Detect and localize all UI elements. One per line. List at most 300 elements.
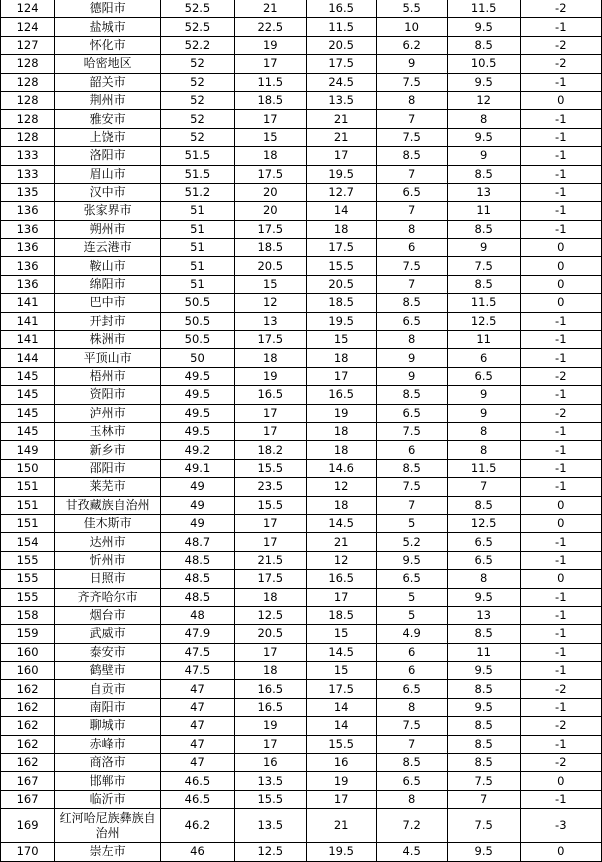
rank-cell: 155 — [1, 551, 55, 569]
change-cell: -1 — [520, 735, 601, 753]
col-a-cell: 17.5 — [234, 165, 306, 183]
city-cell: 临沂市 — [55, 790, 161, 808]
table-row — [1, 367, 602, 385]
col-c-cell: 8.5 — [376, 294, 447, 312]
score-cell: 49.5 — [161, 367, 235, 385]
col-c-cell: 7.5 — [376, 717, 447, 735]
col-d-cell: 11.5 — [447, 459, 520, 477]
col-a-cell: 20.5 — [234, 625, 306, 643]
col-a-cell: 16.5 — [234, 698, 306, 716]
rank-cell: 145 — [1, 386, 55, 404]
col-c-cell: 6 — [376, 662, 447, 680]
score-cell: 49.5 — [161, 386, 235, 404]
change-cell: -1 — [520, 422, 601, 440]
table-row — [1, 18, 602, 36]
col-b-cell: 20.5 — [306, 36, 376, 54]
col-c-cell: 9 — [376, 55, 447, 73]
score-cell: 51.2 — [161, 183, 235, 201]
rank-cell: 167 — [1, 772, 55, 790]
city-cell: 开封市 — [55, 312, 161, 330]
col-d-cell: 9 — [447, 404, 520, 422]
table-row — [1, 91, 602, 109]
city-cell: 连云港市 — [55, 239, 161, 257]
col-a-cell: 21.5 — [234, 551, 306, 569]
col-a-cell: 21 — [234, 0, 306, 18]
rank-cell: 141 — [1, 294, 55, 312]
col-b-cell: 12 — [306, 551, 376, 569]
score-cell: 49.5 — [161, 404, 235, 422]
score-cell: 52 — [161, 73, 235, 91]
col-a-cell: 18 — [234, 147, 306, 165]
col-d-cell: 13 — [447, 606, 520, 624]
col-b-cell: 15.5 — [306, 735, 376, 753]
col-d-cell: 8 — [447, 570, 520, 588]
rank-cell: 159 — [1, 625, 55, 643]
table-row — [1, 735, 602, 753]
rank-cell: 128 — [1, 128, 55, 146]
score-cell: 52.5 — [161, 18, 235, 36]
col-c-cell: 7 — [376, 496, 447, 514]
score-cell: 51 — [161, 257, 235, 275]
col-b-cell: 14 — [306, 717, 376, 735]
col-a-cell: 15.5 — [234, 790, 306, 808]
score-cell: 51 — [161, 275, 235, 293]
col-d-cell: 9 — [447, 147, 520, 165]
col-d-cell: 9 — [447, 239, 520, 257]
change-cell: -1 — [520, 790, 601, 808]
col-c-cell: 7.5 — [376, 128, 447, 146]
rank-cell: 162 — [1, 680, 55, 698]
change-cell: -1 — [520, 110, 601, 128]
col-d-cell: 7.5 — [447, 809, 520, 843]
city-cell: 赤峰市 — [55, 735, 161, 753]
col-a-cell: 17 — [234, 422, 306, 440]
col-b-cell: 16 — [306, 754, 376, 772]
city-cell: 绵阳市 — [55, 275, 161, 293]
change-cell: -1 — [520, 698, 601, 716]
rank-cell: 155 — [1, 570, 55, 588]
rank-cell: 169 — [1, 809, 55, 843]
col-c-cell: 5 — [376, 606, 447, 624]
table-row — [1, 312, 602, 330]
table-row — [1, 588, 602, 606]
score-cell: 49.5 — [161, 422, 235, 440]
table-row — [1, 533, 602, 551]
col-c-cell: 6.5 — [376, 570, 447, 588]
col-d-cell: 8.5 — [447, 735, 520, 753]
col-d-cell: 8.5 — [447, 165, 520, 183]
col-b-cell: 18 — [306, 496, 376, 514]
col-b-cell: 13.5 — [306, 91, 376, 109]
score-cell: 52.5 — [161, 0, 235, 18]
col-a-cell: 13.5 — [234, 772, 306, 790]
col-c-cell: 8.5 — [376, 386, 447, 404]
change-cell: 0 — [520, 257, 601, 275]
col-d-cell: 13 — [447, 183, 520, 201]
city-cell: 商洛市 — [55, 754, 161, 772]
table-row — [1, 294, 602, 312]
table-row — [1, 459, 602, 477]
col-c-cell: 7.5 — [376, 257, 447, 275]
city-cell: 平顶山市 — [55, 349, 161, 367]
score-cell: 47 — [161, 735, 235, 753]
col-c-cell: 9 — [376, 367, 447, 385]
change-cell: -1 — [520, 147, 601, 165]
score-cell: 47.9 — [161, 625, 235, 643]
col-b-cell: 17 — [306, 367, 376, 385]
col-a-cell: 13.5 — [234, 809, 306, 843]
col-c-cell: 5.5 — [376, 0, 447, 18]
table-row — [1, 128, 602, 146]
change-cell: 0 — [520, 514, 601, 532]
col-c-cell: 4.9 — [376, 625, 447, 643]
col-d-cell: 7 — [447, 478, 520, 496]
col-b-cell: 18 — [306, 441, 376, 459]
col-b-cell: 21 — [306, 128, 376, 146]
col-c-cell: 6 — [376, 643, 447, 661]
col-d-cell: 9.5 — [447, 128, 520, 146]
col-b-cell: 18.5 — [306, 294, 376, 312]
score-cell: 48.5 — [161, 570, 235, 588]
col-b-cell: 14.6 — [306, 459, 376, 477]
col-c-cell: 9 — [376, 349, 447, 367]
col-c-cell: 7 — [376, 165, 447, 183]
col-c-cell: 6 — [376, 441, 447, 459]
col-b-cell: 24.5 — [306, 73, 376, 91]
change-cell: -2 — [520, 754, 601, 772]
col-a-cell: 18 — [234, 662, 306, 680]
change-cell: -2 — [520, 680, 601, 698]
col-b-cell: 16.5 — [306, 386, 376, 404]
col-a-cell: 15 — [234, 128, 306, 146]
col-a-cell: 17 — [234, 110, 306, 128]
score-cell: 48.7 — [161, 533, 235, 551]
rank-cell: 136 — [1, 239, 55, 257]
col-b-cell: 12.7 — [306, 183, 376, 201]
table-row — [1, 843, 602, 861]
col-b-cell: 18 — [306, 422, 376, 440]
score-cell: 52 — [161, 110, 235, 128]
table-row — [1, 514, 602, 532]
col-d-cell: 8 — [447, 441, 520, 459]
col-c-cell: 6.5 — [376, 680, 447, 698]
change-cell: -1 — [520, 183, 601, 201]
table-row — [1, 0, 602, 18]
table-row — [1, 441, 602, 459]
rank-cell: 136 — [1, 257, 55, 275]
table-row — [1, 496, 602, 514]
col-d-cell: 8.5 — [447, 496, 520, 514]
city-cell: 南阳市 — [55, 698, 161, 716]
col-b-cell: 19 — [306, 772, 376, 790]
change-cell: -1 — [520, 312, 601, 330]
col-d-cell: 9 — [447, 386, 520, 404]
score-cell: 49 — [161, 478, 235, 496]
rank-cell: 167 — [1, 790, 55, 808]
rank-cell: 158 — [1, 606, 55, 624]
col-d-cell: 6.5 — [447, 551, 520, 569]
col-c-cell: 8.5 — [376, 754, 447, 772]
col-a-cell: 20 — [234, 183, 306, 201]
city-cell: 资阳市 — [55, 386, 161, 404]
col-a-cell: 18 — [234, 349, 306, 367]
rank-cell: 154 — [1, 533, 55, 551]
score-cell: 52 — [161, 55, 235, 73]
change-cell: -1 — [520, 331, 601, 349]
city-cell: 汉中市 — [55, 183, 161, 201]
col-c-cell: 5.2 — [376, 533, 447, 551]
rank-cell: 162 — [1, 717, 55, 735]
city-cell: 眉山市 — [55, 165, 161, 183]
col-c-cell: 7 — [376, 110, 447, 128]
col-d-cell: 11 — [447, 202, 520, 220]
rank-cell: 151 — [1, 514, 55, 532]
city-cell: 聊城市 — [55, 717, 161, 735]
rank-cell: 135 — [1, 183, 55, 201]
col-b-cell: 16.5 — [306, 0, 376, 18]
change-cell: -1 — [520, 386, 601, 404]
col-a-cell: 19 — [234, 717, 306, 735]
col-a-cell: 12 — [234, 294, 306, 312]
table-row — [1, 110, 602, 128]
table-row — [1, 55, 602, 73]
table-row — [1, 478, 602, 496]
col-a-cell: 15.5 — [234, 459, 306, 477]
rank-cell: 155 — [1, 588, 55, 606]
score-cell: 49 — [161, 496, 235, 514]
col-a-cell: 20.5 — [234, 257, 306, 275]
col-d-cell: 8.5 — [447, 220, 520, 238]
city-cell: 洛阳市 — [55, 147, 161, 165]
table-row — [1, 680, 602, 698]
table-row — [1, 183, 602, 201]
rank-cell: 133 — [1, 165, 55, 183]
col-b-cell: 21 — [306, 533, 376, 551]
score-cell: 50 — [161, 349, 235, 367]
col-d-cell: 9.5 — [447, 843, 520, 861]
table-row — [1, 551, 602, 569]
city-cell: 荆州市 — [55, 91, 161, 109]
col-a-cell: 17.5 — [234, 220, 306, 238]
city-cell: 佳木斯市 — [55, 514, 161, 532]
change-cell: 0 — [520, 294, 601, 312]
city-cell: 崇左市 — [55, 843, 161, 861]
change-cell: -1 — [520, 662, 601, 680]
col-d-cell: 8.5 — [447, 680, 520, 698]
col-d-cell: 8 — [447, 110, 520, 128]
col-b-cell: 11.5 — [306, 18, 376, 36]
col-a-cell: 23.5 — [234, 478, 306, 496]
col-d-cell: 11.5 — [447, 294, 520, 312]
col-d-cell: 8.5 — [447, 717, 520, 735]
change-cell: 0 — [520, 496, 601, 514]
col-b-cell: 19.5 — [306, 312, 376, 330]
col-c-cell: 6.5 — [376, 772, 447, 790]
rank-cell: 145 — [1, 367, 55, 385]
score-cell: 49.1 — [161, 459, 235, 477]
col-d-cell: 9.5 — [447, 18, 520, 36]
table-row — [1, 717, 602, 735]
score-cell: 52.2 — [161, 36, 235, 54]
col-b-cell: 19.5 — [306, 843, 376, 861]
col-c-cell: 6.5 — [376, 404, 447, 422]
rank-cell: 128 — [1, 73, 55, 91]
col-a-cell: 22.5 — [234, 18, 306, 36]
rank-cell: 124 — [1, 0, 55, 18]
table-row — [1, 165, 602, 183]
table-row — [1, 754, 602, 772]
col-b-cell: 14 — [306, 202, 376, 220]
col-a-cell: 15.5 — [234, 496, 306, 514]
score-cell: 47 — [161, 717, 235, 735]
table-body — [1, 0, 602, 861]
city-cell: 邵阳市 — [55, 459, 161, 477]
rank-cell: 128 — [1, 110, 55, 128]
col-b-cell: 18 — [306, 220, 376, 238]
city-cell: 烟台市 — [55, 606, 161, 624]
col-d-cell: 8.5 — [447, 275, 520, 293]
col-a-cell: 17.5 — [234, 331, 306, 349]
score-cell: 49.2 — [161, 441, 235, 459]
score-cell: 51 — [161, 239, 235, 257]
city-cell: 张家界市 — [55, 202, 161, 220]
score-cell: 50.5 — [161, 312, 235, 330]
city-cell: 达州市 — [55, 533, 161, 551]
rank-cell: 128 — [1, 55, 55, 73]
col-b-cell: 17 — [306, 147, 376, 165]
col-a-cell: 19 — [234, 367, 306, 385]
table-row — [1, 809, 602, 843]
score-cell: 48 — [161, 606, 235, 624]
rank-cell: 149 — [1, 441, 55, 459]
score-cell: 46 — [161, 843, 235, 861]
col-a-cell: 17 — [234, 533, 306, 551]
col-d-cell: 9.5 — [447, 73, 520, 91]
score-cell: 47.5 — [161, 643, 235, 661]
col-c-cell: 6 — [376, 239, 447, 257]
city-cell: 齐齐哈尔市 — [55, 588, 161, 606]
city-cell: 莱芜市 — [55, 478, 161, 496]
score-cell: 47 — [161, 754, 235, 772]
col-d-cell: 11 — [447, 643, 520, 661]
change-cell: -2 — [520, 55, 601, 73]
col-d-cell: 8.5 — [447, 754, 520, 772]
change-cell: -1 — [520, 220, 601, 238]
col-b-cell: 15 — [306, 625, 376, 643]
col-d-cell: 7.5 — [447, 772, 520, 790]
change-cell: -2 — [520, 717, 601, 735]
score-cell: 52 — [161, 128, 235, 146]
col-b-cell: 17.5 — [306, 239, 376, 257]
col-b-cell: 15 — [306, 331, 376, 349]
city-cell: 日照市 — [55, 570, 161, 588]
table-row — [1, 625, 602, 643]
city-cell: 武威市 — [55, 625, 161, 643]
city-cell: 自贡市 — [55, 680, 161, 698]
city-cell: 梧州市 — [55, 367, 161, 385]
change-cell: -1 — [520, 478, 601, 496]
score-cell: 51 — [161, 220, 235, 238]
col-d-cell: 9.5 — [447, 662, 520, 680]
rank-cell: 145 — [1, 422, 55, 440]
col-b-cell: 17.5 — [306, 55, 376, 73]
change-cell: -1 — [520, 551, 601, 569]
city-cell: 朔州市 — [55, 220, 161, 238]
city-cell: 雅安市 — [55, 110, 161, 128]
col-b-cell: 17 — [306, 588, 376, 606]
col-d-cell: 6.5 — [447, 367, 520, 385]
col-a-cell: 18.5 — [234, 91, 306, 109]
rank-cell: 160 — [1, 643, 55, 661]
change-cell: 0 — [520, 91, 601, 109]
col-d-cell: 8.5 — [447, 36, 520, 54]
table-row — [1, 422, 602, 440]
city-cell: 韶关市 — [55, 73, 161, 91]
score-cell: 47 — [161, 698, 235, 716]
col-c-cell: 5 — [376, 514, 447, 532]
col-a-cell: 18.5 — [234, 239, 306, 257]
change-cell: -1 — [520, 165, 601, 183]
change-cell: 0 — [520, 570, 601, 588]
rank-cell: 151 — [1, 496, 55, 514]
table-row — [1, 220, 602, 238]
col-d-cell: 11 — [447, 331, 520, 349]
col-c-cell: 6.2 — [376, 36, 447, 54]
table-row — [1, 643, 602, 661]
col-c-cell: 7 — [376, 735, 447, 753]
city-cell: 忻州市 — [55, 551, 161, 569]
city-cell: 怀化市 — [55, 36, 161, 54]
col-a-cell: 17.5 — [234, 570, 306, 588]
col-c-cell: 6.5 — [376, 312, 447, 330]
col-c-cell: 8 — [376, 220, 447, 238]
city-cell: 德阳市 — [55, 0, 161, 18]
col-a-cell: 18 — [234, 588, 306, 606]
col-a-cell: 17 — [234, 735, 306, 753]
col-b-cell: 18.5 — [306, 606, 376, 624]
city-cell: 甘孜藏族自治州 — [55, 496, 161, 514]
col-c-cell: 7 — [376, 202, 447, 220]
col-c-cell: 10 — [376, 18, 447, 36]
score-cell: 50.5 — [161, 294, 235, 312]
table-row — [1, 790, 602, 808]
col-d-cell: 8.5 — [447, 625, 520, 643]
change-cell: -2 — [520, 404, 601, 422]
col-c-cell: 5 — [376, 588, 447, 606]
col-b-cell: 21 — [306, 110, 376, 128]
table-row — [1, 662, 602, 680]
change-cell: -1 — [520, 73, 601, 91]
change-cell: -1 — [520, 606, 601, 624]
score-cell: 50.5 — [161, 331, 235, 349]
col-c-cell: 9.5 — [376, 551, 447, 569]
score-cell: 48.5 — [161, 588, 235, 606]
city-cell: 邯郸市 — [55, 772, 161, 790]
city-cell: 新乡市 — [55, 441, 161, 459]
col-b-cell: 15 — [306, 662, 376, 680]
col-a-cell: 17 — [234, 514, 306, 532]
table-row — [1, 570, 602, 588]
col-b-cell: 14.5 — [306, 514, 376, 532]
col-c-cell: 8.5 — [376, 459, 447, 477]
city-cell: 株洲市 — [55, 331, 161, 349]
table-row — [1, 73, 602, 91]
change-cell: -2 — [520, 36, 601, 54]
change-cell: -1 — [520, 459, 601, 477]
change-cell: -1 — [520, 441, 601, 459]
col-c-cell: 7 — [376, 275, 447, 293]
rank-cell: 160 — [1, 662, 55, 680]
